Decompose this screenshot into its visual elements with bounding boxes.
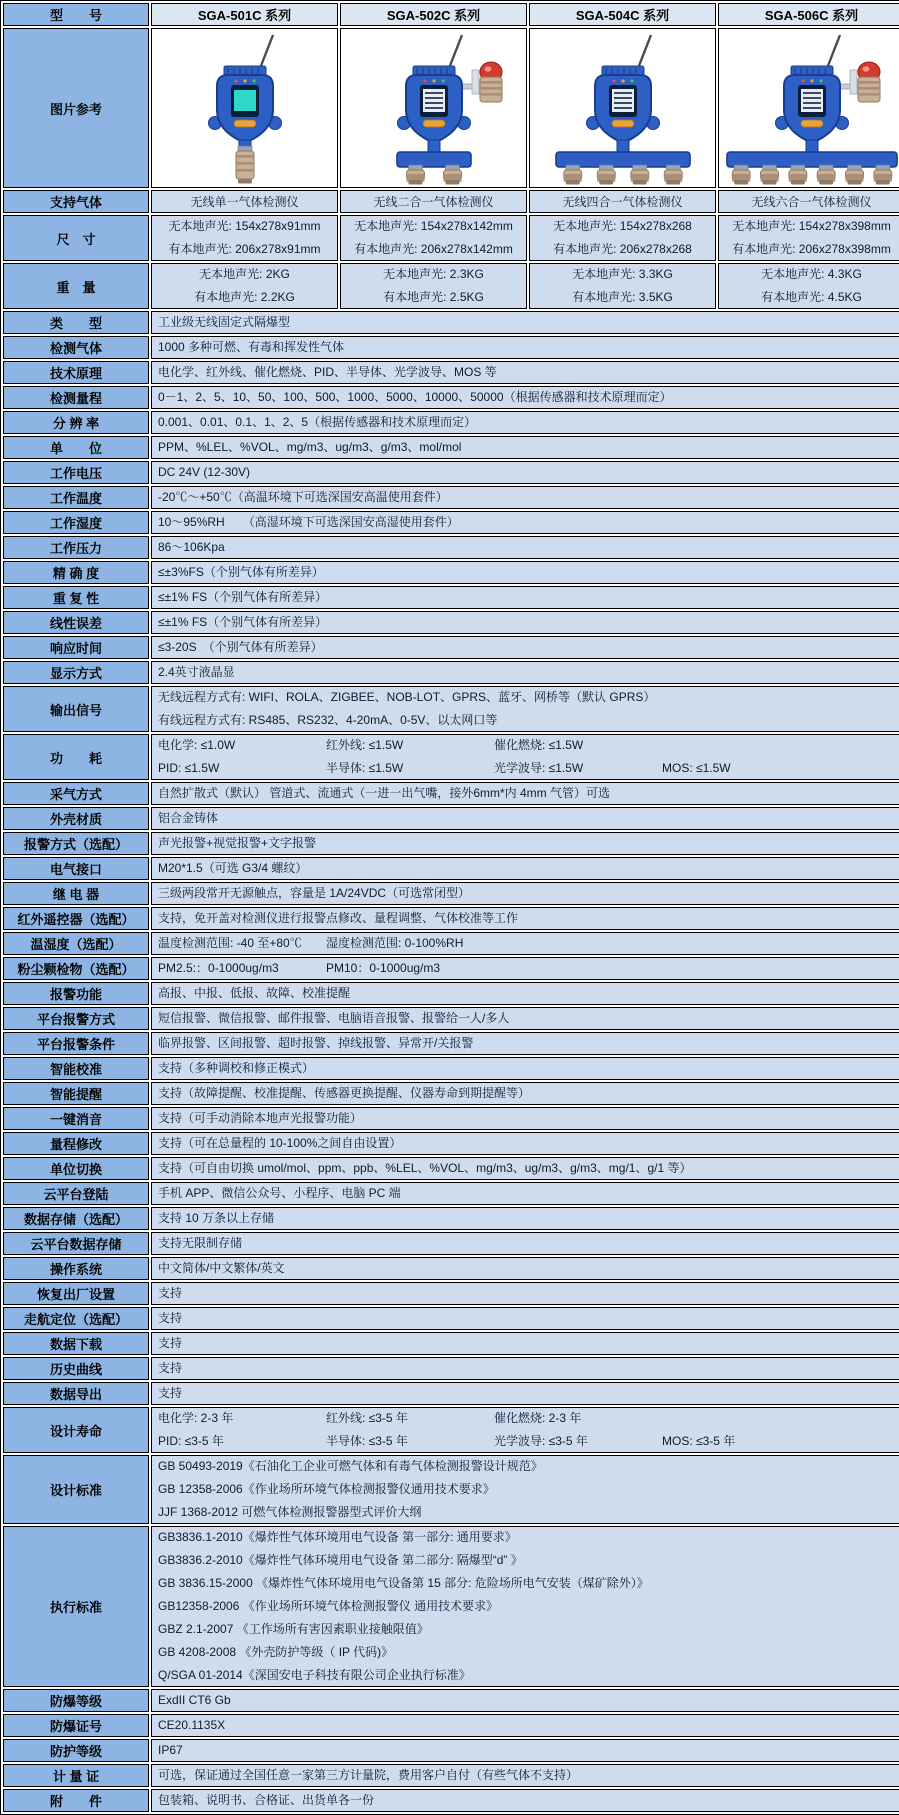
row-label: 防护等级: [3, 1739, 149, 1762]
row-value: [151, 636, 899, 659]
value-line: M20*1.5（可选 G3/4 螺纹）: [158, 861, 308, 875]
value-line: 无线远程方式有: WIFI、ROLA、ZIGBEE、NOB-LOT、GPRS、蓝牙、网桥等（默认 GPRS）: [158, 690, 656, 704]
value-line: 无本地声光: 154x278x91mm: [168, 219, 321, 233]
row-value: [151, 907, 899, 930]
value-line: 有本地声光: 206x278x398mm: [732, 242, 891, 256]
value-line: 支持（多种调校和修正模式）: [158, 1061, 315, 1075]
spec-row: [3, 807, 899, 830]
spec-row: [3, 782, 899, 805]
row-value: [151, 1207, 899, 1230]
row-label: 输出信号: [3, 686, 149, 732]
row-value: [151, 361, 899, 384]
row-value: [151, 1789, 899, 1812]
size-value: [529, 215, 716, 261]
value-line: 支持: [158, 1361, 183, 1375]
value-line: 10～95%RH （高湿环境下可选深国安高湿使用套件）: [158, 515, 459, 529]
row-value: [151, 386, 899, 409]
value-line: 有本地声光: 206x278x91mm: [168, 242, 321, 256]
weight-row: [3, 263, 899, 309]
value-line: 无本地声光: 2KG: [199, 267, 290, 281]
spec-row: [3, 932, 899, 955]
value-segment: PID: ≤1.5W: [158, 761, 220, 775]
row-label: 量程修改: [3, 1132, 149, 1155]
row-value: [151, 982, 899, 1005]
row-value: [151, 1764, 899, 1787]
spec-row: [3, 436, 899, 459]
spec-row: [3, 361, 899, 384]
spec-row: [3, 1357, 899, 1380]
value-line: JJF 1368-2012 可燃气体检测报警器型式评价大纲: [158, 1505, 422, 1519]
row-value: [151, 1382, 899, 1405]
value-line: 支持（故障提醒、校准提醒、传感器更换提醒、仪器寿命到期提醒等）: [158, 1086, 531, 1100]
value-line: 无本地声光: 3.3KG: [572, 267, 673, 281]
row-label: 数据下载: [3, 1332, 149, 1355]
value-line: 支持（可自由切换 umol/mol、ppm、ppb、%LEL、%VOL、mg/m3、ug/m3、g/m3、mg/1、g/1 等）: [158, 1161, 692, 1175]
value-line: 铝合金铸体: [158, 811, 219, 825]
row-value: [151, 782, 899, 805]
size-value: [151, 215, 338, 261]
spec-row: [3, 1082, 899, 1105]
row-label: 平台报警方式: [3, 1007, 149, 1030]
size-value: [340, 215, 527, 261]
value-line: CE20.1135X: [158, 1718, 226, 1732]
row-value: [151, 1407, 899, 1453]
spec-row: [3, 411, 899, 434]
value-line: GB 4208-2008 《外壳防护等级（ IP 代码)》: [158, 1645, 394, 1659]
row-value: [151, 1157, 899, 1180]
row-value: [151, 561, 899, 584]
spec-row: [3, 611, 899, 634]
value-line: 声光报警+视觉报警+文字报警: [158, 836, 317, 850]
value-segment: PID: ≤3-5 年: [158, 1434, 224, 1448]
value-line: 支持 10 万条以上存储: [158, 1211, 275, 1225]
row-value: [151, 1739, 899, 1762]
row-label: 单位切换: [3, 1157, 149, 1180]
row-label: 线性误差: [3, 611, 149, 634]
product-image-cell: [340, 28, 527, 188]
sga-501c-detector-image: [152, 30, 338, 186]
value-line: 有本地声光: 4.5KG: [761, 290, 862, 304]
row-label: 操作系统: [3, 1257, 149, 1280]
value-line: ≤±3%FS（个别气体有所差异）: [158, 565, 324, 579]
spec-row: [3, 1714, 899, 1737]
value-line: DC 24V (12-30V): [158, 465, 251, 479]
row-value: [151, 1526, 899, 1687]
spec-row: [3, 1455, 899, 1524]
row-label: 执行标准: [3, 1526, 149, 1687]
spec-row: [3, 957, 899, 980]
row-label: 云平台数据存储: [3, 1232, 149, 1255]
row-value: [151, 734, 899, 780]
row-value: [151, 882, 899, 905]
value-line: 高报、中报、低报、故障、校准提醒: [158, 986, 351, 1000]
value-line: 工业级无线固定式隔爆型: [158, 315, 291, 329]
spec-row: [3, 982, 899, 1005]
value-line: ≤3-20S （个别气体有所差异）: [158, 640, 323, 654]
row-label: 计 量 证: [3, 1764, 149, 1787]
row-value: [151, 1257, 899, 1280]
spec-row: [3, 1182, 899, 1205]
model-header-0: SGA-501C 系列: [151, 3, 338, 26]
spec-row: [3, 486, 899, 509]
row-label: 单 位: [3, 436, 149, 459]
row-label: 报警方式（选配）: [3, 832, 149, 855]
spec-row: [3, 1332, 899, 1355]
value-line: 自然扩散式（默认） 管道式、流通式（一进一出气嘴，接外6mm*内 4mm 气管）可选: [158, 786, 611, 800]
row-value: [151, 586, 899, 609]
row-value: [151, 411, 899, 434]
support-gas-value: 无线单一气体检测仪: [151, 190, 338, 213]
spec-row: [3, 1157, 899, 1180]
row-label: 响应时间: [3, 636, 149, 659]
row-label: 数据导出: [3, 1382, 149, 1405]
row-label: 采气方式: [3, 782, 149, 805]
spec-row: [3, 734, 899, 780]
row-label-weight: 重 量: [3, 263, 149, 309]
row-label: 平台报警条件: [3, 1032, 149, 1055]
row-value: [151, 1007, 899, 1030]
value-line: [158, 959, 898, 978]
row-label: 分 辨 率: [3, 411, 149, 434]
row-value: [151, 486, 899, 509]
model-header-2: SGA-504C 系列: [529, 3, 716, 26]
value-segment: 催化燃烧: ≤1.5W: [494, 738, 584, 752]
value-line: 支持无限制存储: [158, 1236, 243, 1250]
value-segment: 红外线: ≤3-5 年: [326, 1411, 408, 1425]
row-label: 继 电 器: [3, 882, 149, 905]
row-label: 恢复出厂设置: [3, 1282, 149, 1305]
row-value: [151, 1232, 899, 1255]
spec-row: [3, 561, 899, 584]
spec-row: [3, 1789, 899, 1812]
row-label: 显示方式: [3, 661, 149, 684]
row-label: 智能提醒: [3, 1082, 149, 1105]
value-line: GB3836.1-2010《爆炸性气体环境用电气设备 第一部分: 通用要求》: [158, 1530, 517, 1544]
spec-table-body: [3, 3, 899, 1812]
product-image-cell: [151, 28, 338, 188]
product-image-cell: [718, 28, 899, 188]
row-value: [151, 1132, 899, 1155]
value-line: [158, 759, 898, 778]
value-line: 0.001、0.01、0.1、1、2、5（根据传感器和技术原理而定）: [158, 415, 477, 429]
row-label: 设计寿命: [3, 1407, 149, 1453]
support-gas-value: 无线六合一气体检测仪: [718, 190, 899, 213]
weight-value: [340, 263, 527, 309]
value-line: 支持（可在总量程的 10-100%之间自由设置）: [158, 1136, 402, 1150]
row-label: 一键消音: [3, 1107, 149, 1130]
value-line: GB 50493-2019《石油化工企业可燃气体和有毒气体检测报警设计规范》: [158, 1459, 543, 1473]
value-line: 1000 多种可燃、有毒和挥发性气体: [158, 340, 345, 354]
row-value: [151, 1282, 899, 1305]
model-header-3: SGA-506C 系列: [718, 3, 899, 26]
support-gas-value: 无线四合一气体检测仪: [529, 190, 716, 213]
spec-row: [3, 1739, 899, 1762]
row-label-model: 型 号: [3, 3, 149, 26]
row-label: 走航定位（选配）: [3, 1307, 149, 1330]
spec-row: [3, 661, 899, 684]
value-line: 临界报警、区间报警、超时报警、掉线报警、异常开/关报警: [158, 1036, 474, 1050]
image-row: [3, 28, 899, 188]
model-header-1: SGA-502C 系列: [340, 3, 527, 26]
value-segment: 光学波导: ≤1.5W: [494, 761, 584, 775]
spec-row: [3, 1282, 899, 1305]
value-line: GB 3836.15-2000 《爆炸性气体环境用电气设备第 15 部分: 危险场所电气安装（煤矿除外）》: [158, 1576, 649, 1590]
value-line: GB3836.2-2010《爆炸性气体环境用电气设备 第二部分: 隔爆型“d” 》: [158, 1553, 523, 1567]
value-line: 无本地声光: 154x278x398mm: [732, 219, 891, 233]
product-image-cell: [529, 28, 716, 188]
value-line: 有本地声光: 2.2KG: [194, 290, 295, 304]
spec-row: [3, 1764, 899, 1787]
spec-row: [3, 686, 899, 732]
value-line: ≤±1% FS（个别气体有所差异）: [158, 590, 328, 604]
value-line: ≤±1% FS（个别气体有所差异）: [158, 615, 328, 629]
value-line: 支持: [158, 1311, 183, 1325]
row-label-size: 尺 寸: [3, 215, 149, 261]
value-line: [158, 736, 898, 755]
value-line: 电化学、红外线、催化燃烧、PID、半导体、光学波导、MOS 等: [158, 365, 497, 379]
row-label: 类 型: [3, 311, 149, 334]
row-label: 防爆等级: [3, 1689, 149, 1712]
row-label: 工作电压: [3, 461, 149, 484]
row-value: [151, 1357, 899, 1380]
row-label: 数据存储（选配）: [3, 1207, 149, 1230]
model-header-row: [3, 3, 899, 26]
row-value: [151, 336, 899, 359]
value-line: 三级两段常开无源触点，容量是 1A/24VDC（可选常闭型）: [158, 886, 471, 900]
row-value: [151, 1332, 899, 1355]
spec-row: [3, 1689, 899, 1712]
support-gas-row: [3, 190, 899, 213]
value-line: 有本地声光: 3.5KG: [572, 290, 673, 304]
row-label: 历史曲线: [3, 1357, 149, 1380]
value-line: 2.4英寸液晶显: [158, 665, 235, 679]
value-line: 包装箱、说明书、合格证、出货单各一份: [158, 1793, 375, 1807]
value-segment: PM10：0-1000ug/m3: [326, 961, 441, 975]
row-label: 技术原理: [3, 361, 149, 384]
sga-504c-detector-image: [530, 30, 716, 186]
support-gas-value: 无线二合一气体检测仪: [340, 190, 527, 213]
value-segment: 半导体: ≤3-5 年: [326, 1434, 408, 1448]
spec-row: [3, 1307, 899, 1330]
row-value: [151, 1714, 899, 1737]
row-value: [151, 1455, 899, 1524]
spec-row: [3, 511, 899, 534]
spec-row: [3, 907, 899, 930]
row-label: 云平台登陆: [3, 1182, 149, 1205]
value-line: 支持: [158, 1386, 183, 1400]
value-line: -20℃～+50℃（高温环境下可选深国安高温使用套件）: [158, 490, 448, 504]
sga-506c-detector-image: [719, 30, 899, 186]
row-value: [151, 661, 899, 684]
spec-row: [3, 1407, 899, 1453]
row-label: 防爆证号: [3, 1714, 149, 1737]
row-label: 粉尘颗检物（选配）: [3, 957, 149, 980]
row-label: 重 复 性: [3, 586, 149, 609]
value-line: Q/SGA 01-2014《深国安电子科技有限公司企业执行标准》: [158, 1668, 471, 1682]
value-line: GBZ 2.1-2007 《工作场所有害因素职业接触限值》: [158, 1622, 429, 1636]
row-value: [151, 807, 899, 830]
row-label: 电气接口: [3, 857, 149, 880]
spec-row: [3, 1057, 899, 1080]
value-segment: 电化学: 2-3 年: [158, 1411, 234, 1425]
value-line: 手机 APP、微信公众号、小程序、电脑 PC 端: [158, 1186, 401, 1200]
value-segment: PM2.5:：0-1000ug/m3: [158, 961, 279, 975]
row-value: [151, 857, 899, 880]
spec-row: [3, 1232, 899, 1255]
value-segment: 光学波导: ≤3-5 年: [494, 1434, 588, 1448]
value-line: 有线远程方式有: RS485、RS232、4-20mA、0-5V、以太网口等: [158, 713, 498, 727]
value-line: 支持，免开盖对检测仪进行报警点修改、量程调整、气体校准等工作: [158, 911, 519, 925]
row-label: 报警功能: [3, 982, 149, 1005]
value-line: 短信报警、微信报警、邮件报警、电脑语音报警、报警给一人/多人: [158, 1011, 510, 1025]
value-line: 无本地声光: 2.3KG: [383, 267, 484, 281]
weight-value: [529, 263, 716, 309]
value-segment: MOS: ≤1.5W: [662, 761, 731, 775]
value-line: 有本地声光: 206x278x142mm: [354, 242, 513, 256]
row-label: 附 件: [3, 1789, 149, 1812]
value-line: 中文简体/中文繁体/英文: [158, 1261, 285, 1275]
row-value: [151, 1082, 899, 1105]
row-value: [151, 1182, 899, 1205]
row-value: [151, 1032, 899, 1055]
value-line: IP67: [158, 1743, 183, 1757]
row-label: 精 确 度: [3, 561, 149, 584]
spec-row: [3, 311, 899, 334]
row-value: [151, 1057, 899, 1080]
value-line: 86～106Kpa: [158, 540, 225, 554]
spec-row: [3, 336, 899, 359]
row-label: 工作压力: [3, 536, 149, 559]
row-value: [151, 511, 899, 534]
row-value: [151, 311, 899, 334]
value-line: 支持: [158, 1286, 183, 1300]
value-line: 可选，保证通过全国任意一家第三方计量院，费用客户自付（有些气体不支持）: [158, 1768, 579, 1782]
row-label: 检测气体: [3, 336, 149, 359]
row-value: [151, 832, 899, 855]
value-line: 有本地声光: 206x278x268: [553, 242, 692, 256]
size-row: [3, 215, 899, 261]
spec-row: [3, 586, 899, 609]
row-label: 温湿度（选配）: [3, 932, 149, 955]
row-label: 设计标准: [3, 1455, 149, 1524]
value-line: [158, 934, 898, 953]
value-line: 无本地声光: 154x278x268: [553, 219, 692, 233]
value-line: 支持: [158, 1336, 183, 1350]
value-line: [158, 1409, 898, 1428]
row-label-images: 图片参考: [3, 28, 149, 188]
value-line: 无本地声光: 154x278x142mm: [354, 219, 513, 233]
row-label: 外壳材质: [3, 807, 149, 830]
spec-row: [3, 1382, 899, 1405]
spec-row: [3, 1007, 899, 1030]
spec-row: [3, 1132, 899, 1155]
spec-row: [3, 1526, 899, 1687]
row-label: 红外遥控器（选配）: [3, 907, 149, 930]
row-value: [151, 1107, 899, 1130]
row-value: [151, 436, 899, 459]
value-line: GB 12358-2006《作业场所环境气体检测报警仪通用技术要求》: [158, 1482, 495, 1496]
value-segment: 半导体: ≤1.5W: [326, 761, 404, 775]
spec-row: [3, 1207, 899, 1230]
row-label: 智能校准: [3, 1057, 149, 1080]
value-segment: 湿度检测范围: 0-100%RH: [326, 936, 464, 950]
row-value: [151, 686, 899, 732]
row-label: 检测量程: [3, 386, 149, 409]
spec-row: [3, 1032, 899, 1055]
spec-row: [3, 832, 899, 855]
value-segment: MOS: ≤3-5 年: [662, 1434, 736, 1448]
spec-row: [3, 636, 899, 659]
value-line: GB12358-2006 《作业场所环境气体检测报警仪 通用技术要求》: [158, 1599, 499, 1613]
row-value: [151, 1689, 899, 1712]
row-value: [151, 536, 899, 559]
sga-502c-detector-image: [341, 30, 527, 186]
row-value: [151, 932, 899, 955]
value-line: [158, 1432, 898, 1451]
spec-row: [3, 857, 899, 880]
value-segment: 催化燃烧: 2-3 年: [494, 1411, 582, 1425]
spec-row: [3, 386, 899, 409]
value-line: 0－1、2、5、10、50、100、500、1000、5000、10000、50000（根据传感器和技术原理而定）: [158, 390, 672, 404]
weight-value: [151, 263, 338, 309]
value-line: 无本地声光: 4.3KG: [761, 267, 862, 281]
spec-row: [3, 1107, 899, 1130]
value-line: PPM、%LEL、%VOL、mg/m3、ug/m3、g/m3、mol/mol: [158, 440, 462, 454]
row-value: [151, 611, 899, 634]
value-segment: 电化学: ≤1.0W: [158, 738, 236, 752]
row-value: [151, 957, 899, 980]
size-value: [718, 215, 899, 261]
spec-row: [3, 882, 899, 905]
row-label: 工作湿度: [3, 511, 149, 534]
spec-row: [3, 461, 899, 484]
row-value: [151, 1307, 899, 1330]
row-label: 工作温度: [3, 486, 149, 509]
row-label: 功 耗: [3, 734, 149, 780]
value-line: ExdII CT6 Gb: [158, 1693, 231, 1707]
row-value: [151, 461, 899, 484]
value-segment: 温度检测范围: -40 至+80℃: [158, 936, 302, 950]
row-label-support: 支持气体: [3, 190, 149, 213]
spec-row: [3, 1257, 899, 1280]
value-line: 有本地声光: 2.5KG: [383, 290, 484, 304]
value-segment: 红外线: ≤1.5W: [326, 738, 404, 752]
weight-value: [718, 263, 899, 309]
spec-row: [3, 536, 899, 559]
value-line: 支持（可手动消除本地声光报警功能）: [158, 1111, 363, 1125]
